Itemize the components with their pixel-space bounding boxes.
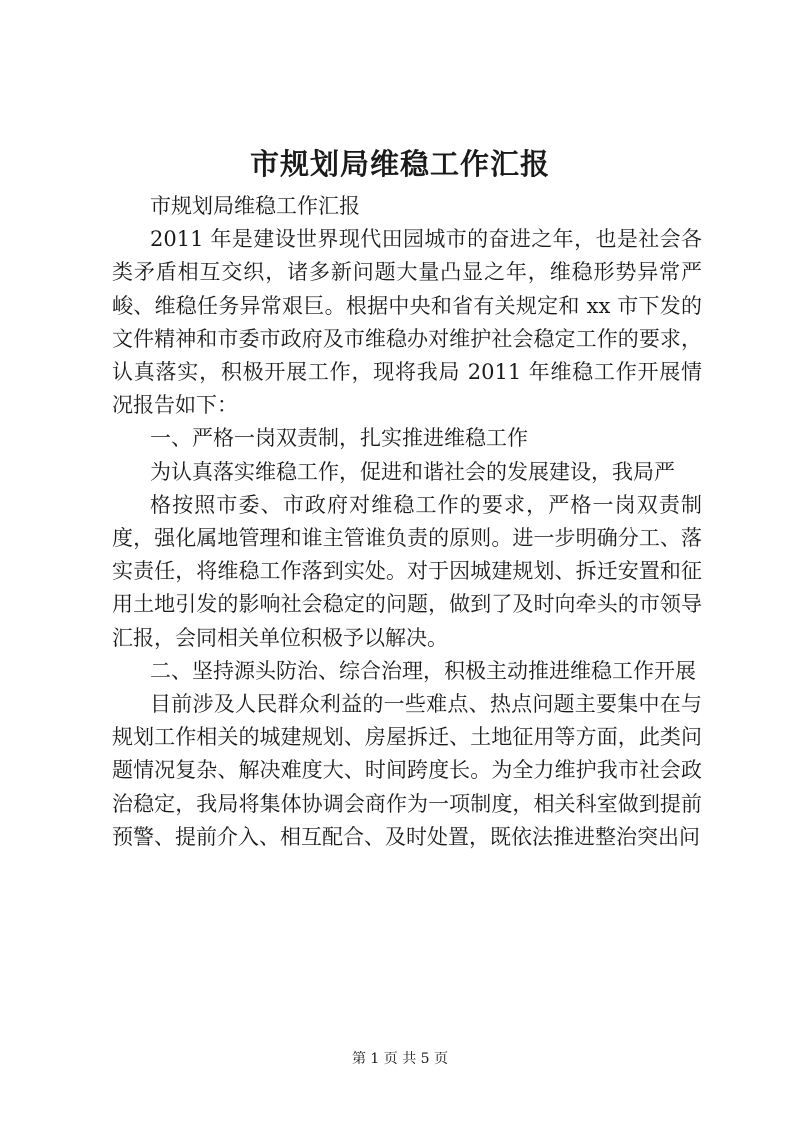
section-1-paragraph-continued: 格按照市委、市政府对维稳工作的要求，严格一岗双责制度，强化属地管理和谁主管谁负责的原则。进一步明确分工、落实责任，将维稳工作落到实处。对于因城建规划、拆迁安置和征用土地引发的影响社会稳定的问题，做到了及时向牵头的市领导汇报，会同相关单位积极予以解决。 bbox=[112, 492, 702, 650]
section-heading-1: 一、严格一岗双责制，扎实推进维稳工作 bbox=[150, 426, 528, 451]
page-number-footer: 第 1 页 共 5 页 bbox=[351, 1051, 449, 1067]
intro-paragraph: 2011 年是建设世界现代田园城市的奋进之年，也是社会各类矛盾相互交织，诸多新问题大量凸显之年，维稳形势异常严峻、维稳任务异常艰巨。根据中央和省有关规定和 xx 市下发的文件精神和市委市政府及市维稳办对维护社会稳定工作的要求，认真落实，积极开展工作，现将我局 2011 年维稳工作开展情况报告如下： bbox=[112, 227, 702, 418]
section-heading-2: 二、坚持源头防治、综合治理，积极主动推进维稳工作开展 bbox=[150, 658, 696, 683]
section-1-paragraph-start: 为认真落实维稳工作，促进和谐社会的发展建设，我局严 bbox=[150, 459, 675, 484]
subtitle-paragraph: 市规划局维稳工作汇报 bbox=[150, 194, 360, 218]
document-body bbox=[112, 190, 702, 854]
document-title: 市规划局维稳工作汇报 bbox=[249, 147, 550, 181]
section-2-paragraph: 目前涉及人民群众利益的一些难点、热点问题主要集中在与规划工作相关的城建规划、房屋拆迁、土地征用等方面，此类问题情况复杂、解决难度大、时间跨度长。为全力维护我市社会政治稳定，我局将集体协调会商作为一项制度，相关科室做到提前预警、提前介入、相互配合、及时处置，既依法推进整治突出问 bbox=[112, 692, 702, 849]
